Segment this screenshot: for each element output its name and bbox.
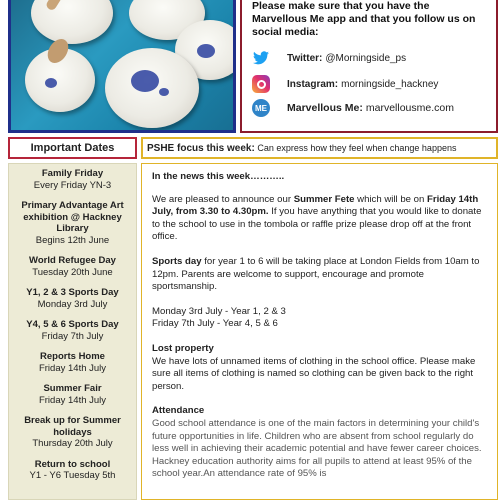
date-detail: Friday 14th July: [38, 362, 107, 374]
pottery-bowls-photo: [8, 0, 236, 133]
important-dates-panel: [8, 163, 137, 500]
date-detail: Tuesday 20th June: [32, 266, 113, 278]
social-row-marvellous-me: [252, 99, 454, 117]
marvellous-me-icon: ME: [252, 99, 270, 117]
date-detail: Monday 3rd July: [37, 298, 108, 310]
social-row-instagram: [252, 75, 438, 93]
date-title: Y4, 5 & 6 Sports Day: [26, 319, 119, 330]
sports-day-text: for year 1 to 6 will be taking place at London Fields from 10am to 12pm. Parents are welcome to support, encourage and promote sportsmanship.: [152, 255, 480, 293]
fete-highlight: Summer Fete: [293, 193, 355, 205]
date-detail: Begins 12th June: [35, 234, 110, 246]
date-title: Primary Advantage Art exhibition @ Hackney Library: [21, 200, 124, 234]
fete-text: If you have anything that you would like to donate to the school to use in the tombola or raffle prize please drop off at the front office.: [152, 206, 482, 243]
instagram-label: Instagram:: [287, 78, 339, 90]
date-item: [9, 255, 136, 278]
bowl: [105, 48, 199, 128]
date-title: Family Friday: [41, 168, 104, 179]
bowl: [31, 0, 113, 44]
date-item: [9, 415, 136, 450]
date-title: World Refugee Day: [29, 255, 116, 266]
date-detail: Y1 - Y6 Tuesday 5th: [29, 470, 116, 481]
date-title: Return to school: [34, 458, 111, 470]
social-media-box: [240, 0, 498, 133]
sports-schedule: [152, 306, 487, 331]
social-row-twitter: [252, 49, 406, 67]
attendance-text: Good school attendance is one of the main factors in determining your child's future opportunities in life. Children who are absent from school regularly do less well in achieving their academic potential and have fewer career choices. Hackney education authority aims for all pupils to attend at least 95% of the school year.An attendance rate of 95% is: [152, 417, 482, 480]
date-title: Reports Home: [40, 351, 105, 362]
social-intro-text: Please make sure that you have the Marvellous Me app and that you follow us on social media:: [252, 0, 476, 38]
date-detail: Friday 7th July: [41, 330, 104, 342]
fete-text: which will be on: [354, 193, 428, 205]
date-detail: Friday 14th July: [38, 394, 107, 406]
date-title: Summer Fair: [43, 383, 102, 394]
date-item: [9, 168, 136, 191]
date-item: [9, 459, 136, 482]
date-detail: Every Friday YN-3: [33, 179, 112, 191]
date-item: [9, 287, 136, 310]
important-dates-heading: Important Dates: [8, 137, 137, 159]
instagram-icon: [252, 75, 270, 93]
date-title: Break up for Summer holidays: [24, 415, 121, 438]
summer-fete-paragraph: [152, 194, 487, 244]
marvellous-me-label: Marvellous Me:: [287, 102, 363, 114]
lost-property-title: Lost property: [152, 342, 214, 354]
news-section: [141, 163, 498, 500]
instagram-handle[interactable]: morningside_hackney: [341, 78, 439, 90]
date-item: [9, 319, 136, 342]
date-item: [9, 383, 136, 406]
fete-text: We are pleased to announce our: [152, 193, 294, 205]
pshe-label: PSHE focus this week:: [147, 143, 255, 154]
marvellous-me-link[interactable]: marvellousme.com: [365, 102, 454, 114]
sports-day-paragraph: [152, 256, 487, 294]
date-title: Y1, 2 & 3 Sports Day: [26, 287, 119, 298]
news-heading: In the news this week………..: [152, 171, 285, 182]
pshe-text: Can express how they feel when change happens: [257, 143, 457, 153]
sports-schedule-line: Friday 7th July - Year 4, 5 & 6: [152, 318, 278, 330]
lost-property-paragraph: [152, 343, 487, 393]
attendance-title: Attendance: [152, 405, 205, 417]
date-item: [9, 351, 136, 374]
attendance-paragraph: [152, 405, 487, 481]
date-item: [9, 200, 136, 246]
twitter-handle[interactable]: @Morningside_ps: [325, 52, 407, 64]
lost-property-text: We have lots of unnamed items of clothing in the school office. Please make sure all items of clothing is named so clothing can be given back to the right person.: [152, 355, 476, 392]
twitter-icon: [252, 49, 270, 67]
sports-schedule-line: Monday 3rd July - Year 1, 2 & 3: [152, 305, 286, 317]
date-detail: Thursday 20th July: [32, 438, 113, 449]
twitter-label: Twitter:: [287, 52, 323, 64]
pshe-focus-bar: [141, 137, 498, 159]
fete-date: Friday 14th July, from 3.30 to 4.30pm.: [152, 193, 479, 218]
sports-day-label: Sports day: [152, 255, 202, 267]
